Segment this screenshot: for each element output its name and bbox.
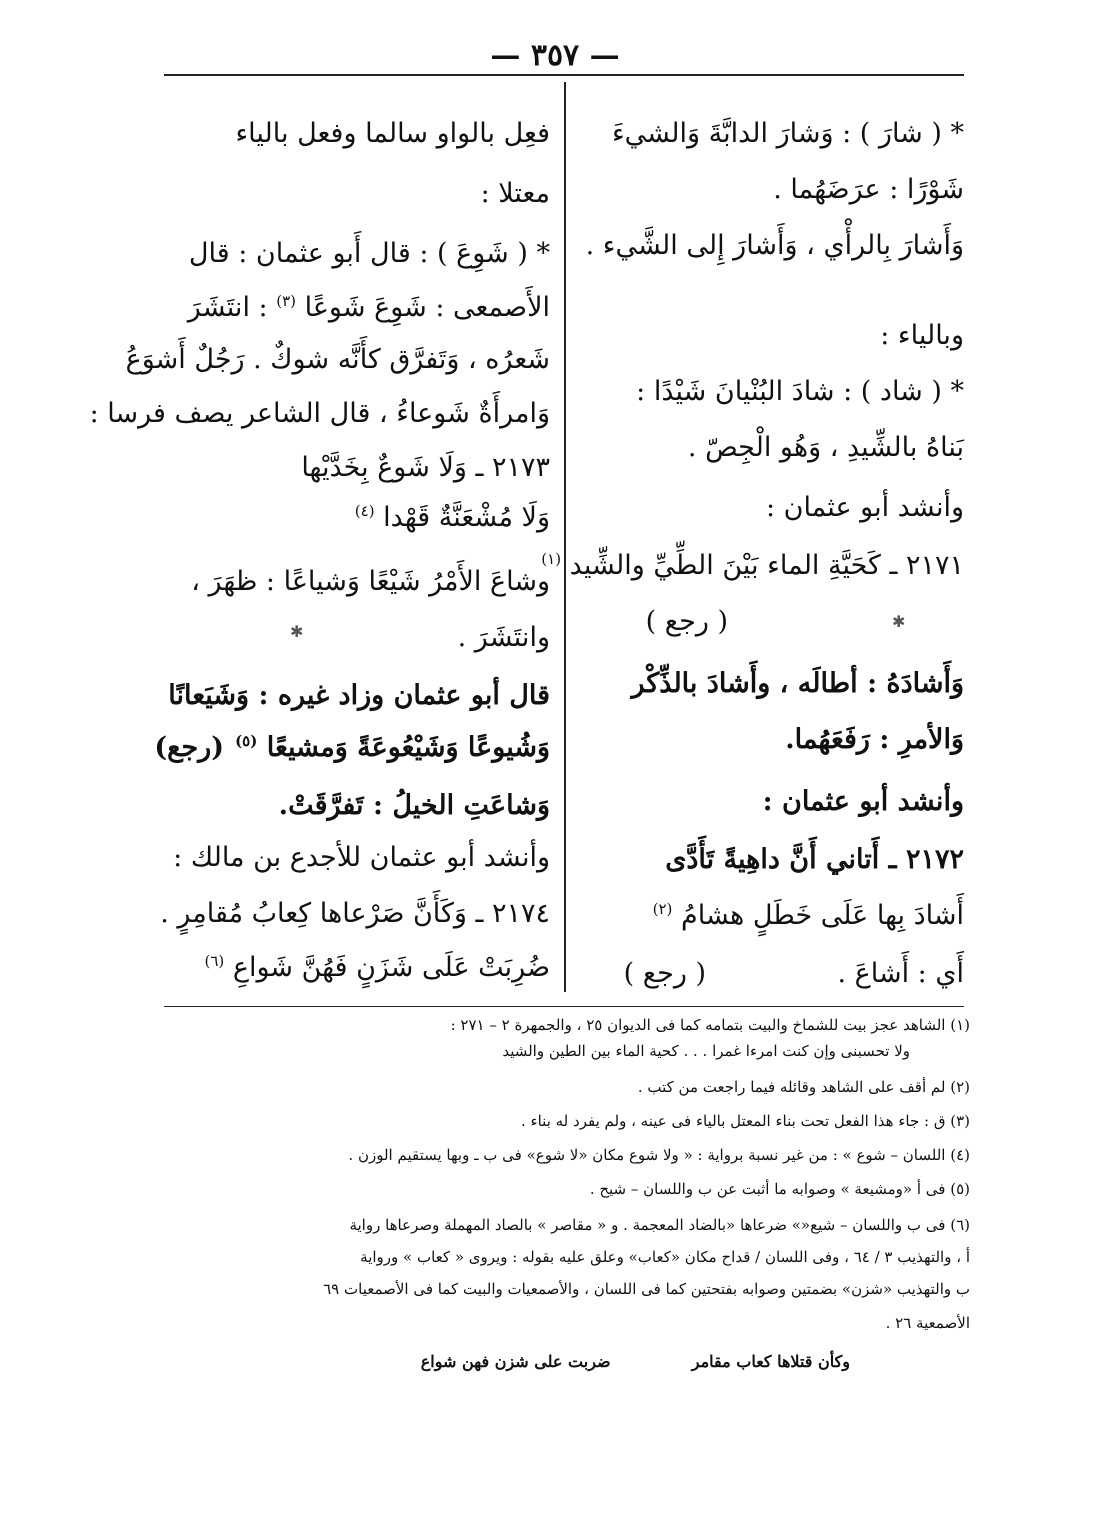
bottom-verse-second: ضربت على شزن فهن شواع bbox=[420, 1352, 611, 1371]
left-line-14: وأنشد أبو عثمان للأجدع بن مالك : bbox=[173, 842, 550, 873]
footnote-6-cont-2: ب والتهذيب «شزن» بضمتين وصوابه بفتحتين كما فى اللسان ، والأصمعيات والبيت كما فى الأصمعيات ٦٩ bbox=[323, 1280, 970, 1298]
bottom-verse bbox=[290, 1352, 850, 1371]
footnote-ref-1: (١) bbox=[541, 550, 562, 568]
right-line-11: وَالأمرِ : رَفَعَهُما. bbox=[785, 724, 964, 755]
top-rule bbox=[164, 74, 964, 76]
page-number: — ٣٥٧ — bbox=[490, 38, 620, 73]
footnote-rule bbox=[164, 1006, 964, 1007]
rajaa-tag-2: ( رجع ) bbox=[623, 958, 706, 989]
right-line-5: * ( شاد ) : شادَ البُنْيانَ شَيْدًا : bbox=[636, 376, 964, 407]
left-line-12 bbox=[235, 732, 550, 764]
left-line-5: شَعرُه ، وَتَفرَّق كأَنَّه شوكٌ . رَجُلٌ أَشوَعُ bbox=[125, 344, 550, 375]
left-line-12-text: وَشُيوعًا وَشَيْعُوعَةً وَمشيعًا bbox=[266, 732, 550, 763]
footnote-5: (٥) فى أ «ومشيعة » وصوابه ما أثبت عن ب واللسان – شيح . bbox=[589, 1180, 970, 1198]
verse-2173-second bbox=[355, 502, 550, 534]
asterisk-mark: ✱ bbox=[892, 612, 906, 631]
footnote-4: (٤) اللسان – شوع » : من غير نسبة برواية : « ولا شوع مكان «لا شوع» فى ب ـ وبها يستقيم الوزن . bbox=[348, 1146, 970, 1164]
verse-2172: ٢١٧٢ ـ أَتاني أَنَّ داهِيةً تَأَدَّى bbox=[665, 844, 964, 875]
left-line-4-text: الأَصمعى : شَوِعَ شَوعًا bbox=[304, 292, 550, 323]
verse-2173: ٢١٧٣ ـ وَلَا شَوعٌ بِخَدَّيْها bbox=[301, 452, 550, 483]
right-line-10: وَأَشادَهُ : أطالَه ، وأَشادَ بالذِّكْر bbox=[631, 668, 964, 699]
left-line-9: وشاعَ الأَمْرُ شَيْعًا وَشياعًا : ظهَرَ ، bbox=[191, 566, 550, 597]
left-line-4 bbox=[188, 292, 550, 324]
left-line-10: وانتَشَرَ . bbox=[457, 622, 550, 653]
footnote-1-verse: ولا تحسبنى وإن كنت امرءا غمرا . . . كحية الماء بين الطين والشيد bbox=[502, 1042, 910, 1060]
left-line-2: معتلا : bbox=[480, 178, 550, 209]
verse-2174: ٢١٧٤ ـ وَكَأَنَّ صَرْعاها كِعابُ مُقامِرٍ . bbox=[160, 898, 550, 929]
right-line-15: أَي : أَشاعَ . bbox=[837, 958, 964, 989]
right-line-4: وبالياء : bbox=[880, 320, 964, 351]
footnote-6-cont-3: الأصمعية ٢٦ . bbox=[885, 1314, 970, 1332]
footnote-6-cont-1: أ ، والتهذيب ٣ / ٦٤ ، وفى اللسان / قداح مكان «كعاب» وعلق عليه بقوله : ويروى « كعاب » ورواية bbox=[360, 1248, 970, 1266]
asterisk-mark: ✱ bbox=[290, 622, 304, 641]
left-line-13: وَشاعَتِ الخيلُ : تَفرَّقَتْ. bbox=[278, 790, 550, 821]
right-line-7: وأنشد أبو عثمان : bbox=[765, 492, 964, 523]
footnote-ref-2: (٢) bbox=[652, 900, 673, 918]
bottom-verse-first: وكأن قتلاها كعاب مقامر bbox=[691, 1352, 850, 1371]
column-divider bbox=[564, 82, 566, 992]
left-line-1: فعِل بالواو سالما وفعل بالياء bbox=[235, 118, 550, 149]
verse-2174-second-text: ضُرِبَتْ عَلَى شَزَنٍ فَهُنَّ شَواعِ bbox=[232, 952, 550, 983]
footnote-6: (٦) فى ب واللسان – شيع«» ضرعاها «بالضاد المعجمة . و « مقاصر » بالصاد المهملة وصرعاها رواية bbox=[349, 1216, 970, 1234]
verse-2172-second bbox=[653, 900, 964, 932]
rajaa-tag-1: ( رجع ) bbox=[645, 606, 728, 637]
verse-2171 bbox=[541, 550, 964, 582]
left-line-6: وَامرأَةٌ شَوعاءُ ، قال الشاعر يصف فرسا : bbox=[89, 398, 550, 429]
rajaa-tag-3: (رجع) bbox=[154, 732, 224, 763]
left-line-4-tail: : انتَشَرَ bbox=[187, 292, 268, 323]
right-line-12: وأنشد أبو عثمان : bbox=[762, 786, 964, 817]
right-line-6: بَناهُ بالشِّيدِ ، وَهُو الْجِصّ . bbox=[687, 432, 964, 463]
footnote-ref-3: (٣) bbox=[276, 292, 296, 310]
footnote-ref-6: (٦) bbox=[204, 952, 225, 970]
verse-2171-text: ٢١٧١ ـ كَحَيَّةِ الماء بَيْنَ الطِّيِّ والشِّيد bbox=[569, 550, 964, 581]
right-line-2: شَوْرًا : عرَضَهُما . bbox=[773, 174, 964, 205]
left-line-3: * ( شَوِعَ ) : قال أَبو عثمان : قال bbox=[188, 238, 550, 269]
verse-2174-second bbox=[204, 952, 550, 984]
left-line-11: قال أبو عثمان وزاد غيره : وَشَيَعانًا bbox=[168, 680, 550, 711]
footnote-ref-4: (٤) bbox=[354, 502, 375, 520]
verse-2173-second-text: وَلَا مُشْعَنَّةٌ قَهْدا bbox=[383, 502, 550, 533]
footnote-ref-5: (٥) bbox=[235, 732, 258, 750]
footnote-3: (٣) ق : جاء هذا الفعل تحت بناء المعتل بالياء فى عينه ، ولم يفرد له بناء . bbox=[521, 1112, 970, 1130]
right-line-1: * ( شارَ ) : وَشارَ الدابَّةَ وَالشيءَ bbox=[611, 118, 964, 149]
footnote-2: (٢) لم أقف على الشاهد وقائله فيما راجعت من كتب . bbox=[637, 1078, 970, 1096]
right-line-3: وَأَشارَ بِالرأْي ، وَأَشارَ إِلى الشَّيء . bbox=[585, 230, 964, 261]
verse-2172-second-text: أَشادَ بِها عَلَى خَطَلٍ هشامُ bbox=[681, 900, 964, 931]
footnote-1: (١) الشاهد عجز بيت للشماخ والبيت بتمامه كما فى الديوان ٢٥ ، والجمهرة ٢ – ٢٧١ : bbox=[450, 1016, 970, 1034]
